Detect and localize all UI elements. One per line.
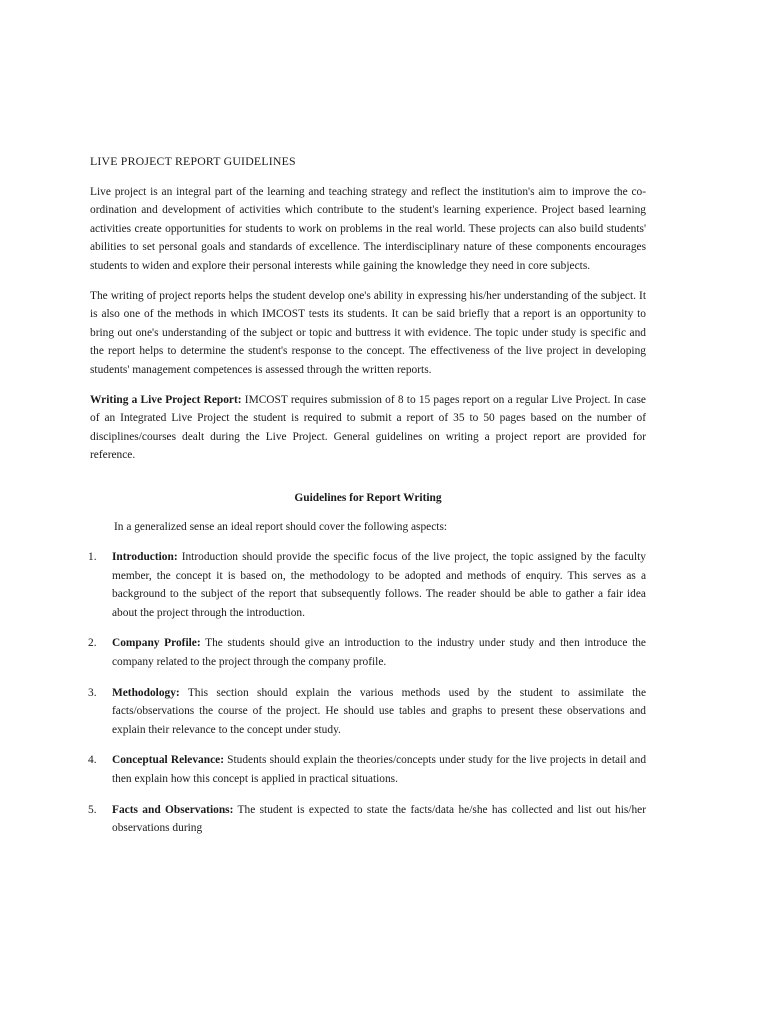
intro-paragraph: Live project is an integral part of the learning and teaching strategy and reflect the institution's aim to improve the co-ordination and development of activities which contribute to the student's learning experience. Project based learning activities create opportunities for students to work on problems in the real world. These projects can also build students' abilities to set personal goals and standards of excellence. The interdisciplinary nature of these components encourages students to widen and explore their personal interests while gaining the knowledge they need in core subjects. xyxy=(90,185,646,272)
guideline-number: 2. xyxy=(88,637,97,650)
writing-live-project-paragraph xyxy=(90,391,646,465)
guideline-text: The students should give an introduction to the industry under study and then introduce the company related to the project through the company profile. xyxy=(112,637,646,669)
guideline-item-introduction xyxy=(90,548,646,622)
guideline-term: Conceptual Relevance: xyxy=(112,754,224,767)
guideline-text: This section should explain the various methods used by the student to assimilate the facts/observations the course of the project. He should use tables and graphs to present these observations and explain their relevance to the concept under study. xyxy=(112,686,646,736)
guideline-number: 3. xyxy=(88,686,97,699)
guideline-term: Methodology: xyxy=(112,686,180,699)
document-page xyxy=(90,152,646,850)
guidelines-heading: Guidelines for Report Writing xyxy=(294,491,442,504)
guideline-term: Introduction: xyxy=(112,551,178,564)
guideline-number: 4. xyxy=(88,754,97,767)
guideline-text: The student is expected to state the facts/data he/she has collected and list out his/her observations during xyxy=(112,803,646,835)
guideline-item-facts-observations xyxy=(90,801,646,838)
document-title: LIVE PROJECT REPORT GUIDELINES xyxy=(90,154,296,168)
guideline-item-company-profile xyxy=(90,634,646,671)
guideline-term: Company Profile: xyxy=(112,637,201,650)
guidelines-list xyxy=(90,548,646,838)
guideline-term: Facts and Observations: xyxy=(112,803,234,816)
guideline-item-methodology xyxy=(90,684,646,740)
writing-section-label: Writing a Live Project Report: xyxy=(90,393,242,406)
writing-section-text: IMCOST requires submission of 8 to 15 pages report on a regular Live Project. In case of an Integrated Live Project the student is required to submit a report of 35 to 50 pages based on the number of disciplines/courses dealt during the Live Project. General guidelines on writing a project report are provided for reference. xyxy=(90,393,646,462)
guidelines-intro: In a generalized sense an ideal report should cover the following aspects: xyxy=(114,520,448,533)
guideline-text: Students should explain the theories/concepts under study for the live projects in detail and then explain how this concept is applied in practical situations. xyxy=(112,754,647,786)
guideline-number: 1. xyxy=(88,551,97,564)
report-writing-paragraph: The writing of project reports helps the student develop one's ability in expressing his/her understanding of the subject. It is also one of the methods in which IMCOST tests its students. It can be said briefly that a report is an opportunity to bring out one's understanding of the subject or topic and buttress it with evidence. The topic under study is specific and the report helps to determine the student's response to the concept. The effectiveness of the live project in developing students' management competences is assessed through the written reports. xyxy=(90,289,646,376)
guideline-number: 5. xyxy=(88,803,97,816)
guideline-item-conceptual-relevance xyxy=(90,751,646,788)
guideline-text: Introduction should provide the specific focus of the live project, the topic assigned by the faculty member, the concept it is based on, the methodology to be adopted and methods of enquiry. This serves as a background to the subject of the report that subsequently follows. The reader should be able to gather a fair idea about the project through the introduction. xyxy=(112,551,646,619)
